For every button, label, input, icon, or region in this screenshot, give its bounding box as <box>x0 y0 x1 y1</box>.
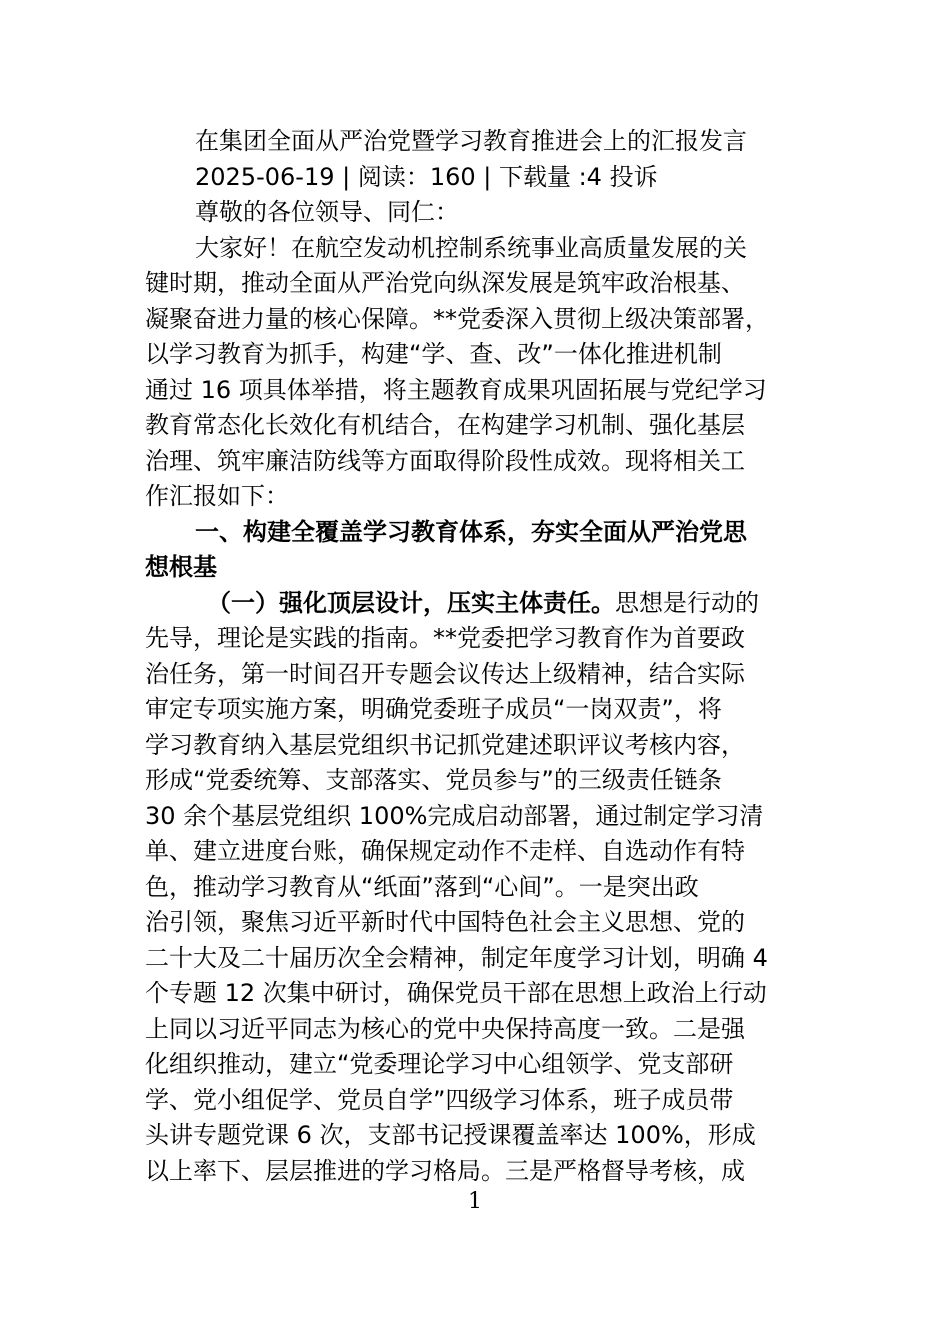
paragraph-line: 作汇报如下： <box>145 482 289 510</box>
paragraph-line: 个专题 12 次集中研讨，确保党员干部在思想上政治上行动 <box>145 979 767 1007</box>
paragraph-line: 凝聚奋进力量的核心保障。**党委深入贯彻上级决策部署， <box>145 304 769 333</box>
paragraph-line: 治引领，聚焦习近平新时代中国特色社会主义思想、党的 <box>145 908 745 936</box>
section-heading <box>145 515 813 586</box>
paragraph-line: 单、建立进度台账，确保规定动作不走样、自选动作有特 <box>145 837 745 865</box>
subsection-heading: （一）强化顶层设计，压实主体责任。 <box>207 588 615 617</box>
paragraph-line: 上同以习近平同志为核心的党中央保持高度一致。二是强 <box>145 1014 745 1043</box>
greeting: 尊敬的各位领导、同仁： <box>195 198 459 226</box>
paragraph-line: 色，推动学习教育从“纸面”落到“心间”。一是突出政 <box>145 872 699 901</box>
paragraph-line: 审定专项实施方案，明确党委班子成员“一岗双责”，将 <box>145 695 722 723</box>
paragraph-line: 以学习教育为抓手，构建“学、查、改”一体化推进机制 <box>145 340 722 368</box>
document-page <box>145 124 813 1189</box>
section-heading-line: 一、构建全覆盖学习教育体系，夯实全面从严治党思 <box>195 517 747 546</box>
intro-paragraph <box>145 231 813 515</box>
document-meta: 2025-06-19 | 阅读：160 | 下载量 :4 投诉 <box>195 162 658 191</box>
document-title: 在集团全面从严治党暨学习教育推进会上的汇报发言 <box>195 127 747 155</box>
subsection-lead-text: 思想是行动的 <box>615 588 759 617</box>
paragraph-line: 先导，理论是实践的指南。**党委把学习教育作为首要政 <box>145 624 745 652</box>
paragraph-line: 教育常态化长效化有机结合，在构建学习机制、强化基层 <box>145 411 745 439</box>
paragraph-line: 治理、筑牢廉洁防线等方面取得阶段性成效。现将相关工 <box>145 446 745 475</box>
paragraph-line: 30 余个基层党组织 100%完成启动部署，通过制定学习清 <box>145 801 764 830</box>
page-number: 1 <box>468 1189 482 1214</box>
paragraph-line: 治任务，第一时间召开专题会议传达上级精神，结合实际 <box>145 659 745 688</box>
paragraph-line: 学、党小组促学、党员自学”四级学习体系，班子成员带 <box>145 1085 734 1114</box>
paragraph-line: 化组织推动，建立“党委理论学习中心组领学、党支部研 <box>145 1050 734 1078</box>
paragraph-line: 形成“党委统筹、支部落实、党员参与”的三级责任链条 <box>145 766 722 794</box>
paragraph-line: 二十大及二十届历次全会精神，制定年度学习计划，明确 4 <box>145 943 768 972</box>
paragraph-line: 以上率下、层层推进的学习格局。三是严格督导考核，成 <box>145 1156 745 1185</box>
paragraph-line: 大家好！在航空发动机控制系统事业高质量发展的关 <box>195 233 747 262</box>
paragraph-line: 键时期，推动全面从严治党向纵深发展是筑牢政治根基、 <box>145 269 745 297</box>
section-heading-line: 想根基 <box>145 553 217 581</box>
paragraph-line: 学习教育纳入基层党组织书记抓党建述职评议考核内容， <box>145 730 745 759</box>
paragraph-line: 通过 16 项具体举措，将主题教育成果巩固拓展与党纪学习 <box>145 375 767 404</box>
subsection-paragraph <box>145 586 813 1190</box>
paragraph-line <box>145 586 813 622</box>
paragraph-line: 头讲专题党课 6 次，支部书记授课覆盖率达 100%，形成 <box>145 1121 756 1149</box>
